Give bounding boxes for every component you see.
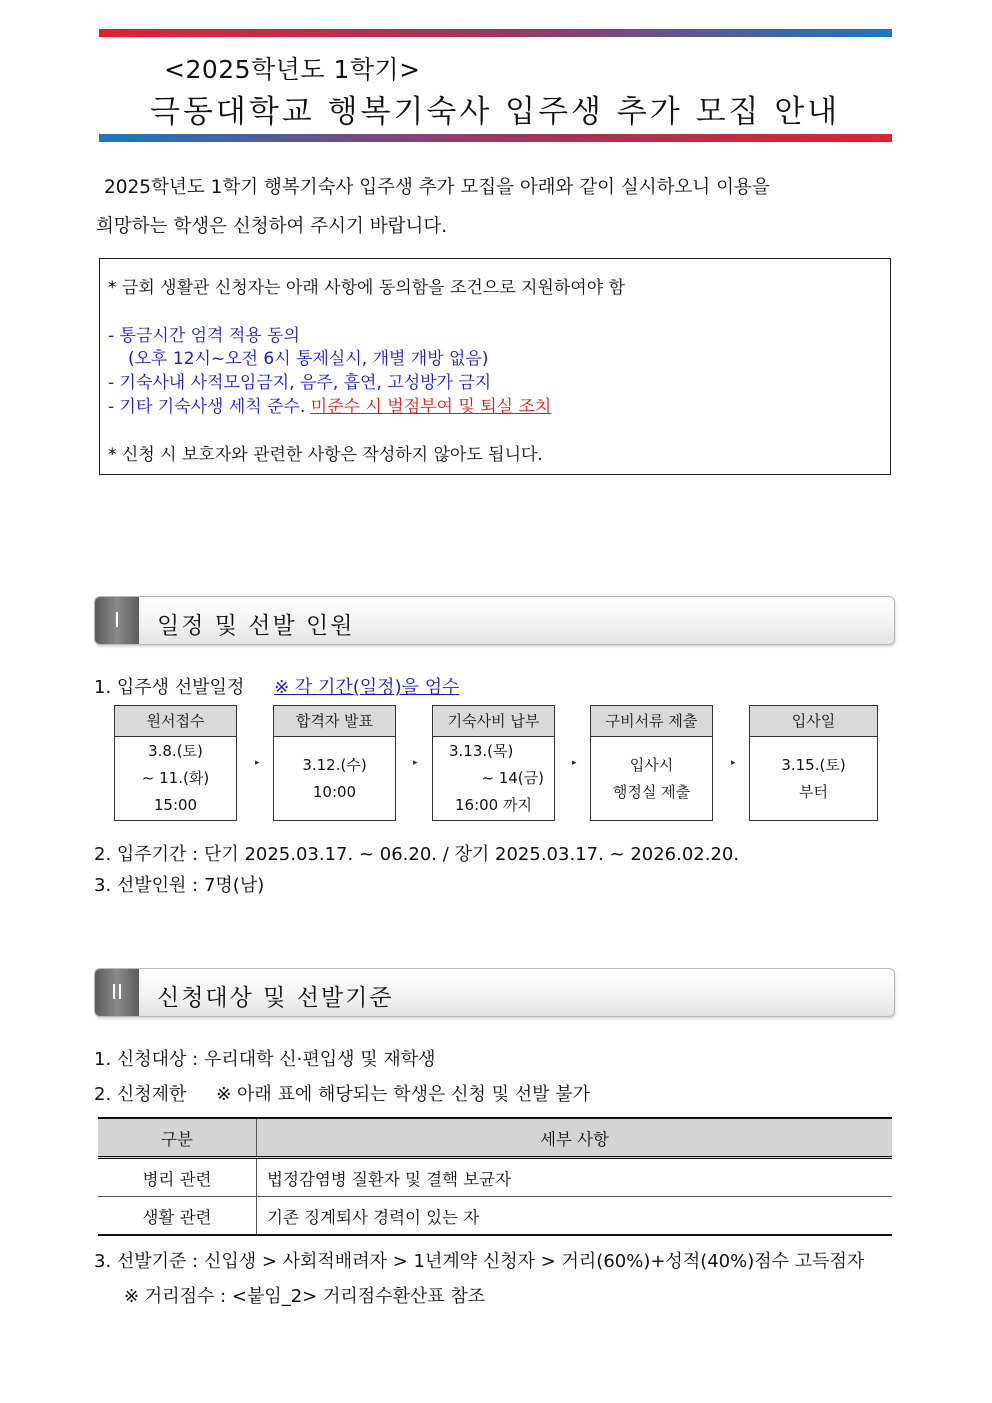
step-head: 원서접수 <box>114 705 237 737</box>
residence-period: 2. 입주기간 : 단기 2025.03.17. ~ 06.20. / 장기 2025.03.17. ~ 2026.02.20. <box>94 844 740 865</box>
step-head: 입사일 <box>749 705 878 737</box>
table-header-category: 구분 <box>98 1118 257 1158</box>
selection-quota: 3. 선발인원 : 7명(남) <box>94 875 265 896</box>
step-line: 3.15.(토) <box>781 755 846 774</box>
table-cell-details: 법정감염병 질환자 및 결핵 보균자 <box>257 1158 893 1197</box>
selection-criteria: 3. 선발기준 : 신입생 > 사회적배려자 > 1년계약 신청자 > 거리(60%)+성적(40%)점수 고득점자 <box>94 1251 865 1272</box>
arrow-icon: ▸ <box>731 758 736 768</box>
intro-line-2: 희망하는 학생은 신청하여 주시기 바랍니다. <box>96 216 448 237</box>
header-subtitle: <2025학년도 1학기> <box>164 55 421 84</box>
section-2-number: II <box>95 969 139 1016</box>
table-header-row <box>98 1118 892 1158</box>
notice-condition: * 금회 생활관 신청자는 아래 사항에 동의함을 조건으로 지원하여야 함 <box>108 278 625 298</box>
step-line: 10:00 <box>312 782 357 801</box>
restriction-table <box>98 1117 892 1236</box>
intro-line-1: 2025학년도 1학기 행복기숙사 입주생 추가 모집을 아래와 같이 실시하오니 이용을 <box>104 177 770 198</box>
restriction-label: 2. 신청제한 <box>94 1084 187 1105</box>
table-row <box>98 1197 892 1236</box>
step-line: 3.12.(수) <box>302 755 367 774</box>
header-top-bar <box>99 29 892 37</box>
restriction-note: ※ 아래 표에 해당되는 학생은 신청 및 선발 불가 <box>216 1084 591 1105</box>
schedule-note: ※ 각 기간(일정)을 엄수 <box>274 677 460 698</box>
step-line: 3.13.(목) <box>449 742 514 760</box>
step-line: 3.8.(토) <box>148 742 203 760</box>
notice-rules-text: - 기타 기숙사생 세칙 준수. <box>108 397 306 417</box>
notice-curfew: - 통금시간 엄격 적용 동의 <box>108 326 300 346</box>
section-2-title: 신청대상 및 선발기준 <box>157 985 394 1011</box>
table-cell-category: 병리 관련 <box>98 1158 257 1197</box>
arrow-icon: ▸ <box>572 758 577 768</box>
step-head: 합격자 발표 <box>273 705 396 737</box>
notice-penalty-warning: 미준수 시 벌점부여 및 퇴실 조치 <box>310 397 552 417</box>
table-cell-details: 기존 징계퇴사 경력이 있는 자 <box>257 1197 893 1236</box>
schedule-label: 1. 입주생 선발일정 <box>94 677 245 698</box>
step-head: 구비서류 제출 <box>590 705 713 737</box>
step-line: 16:00 까지 <box>455 796 532 814</box>
table-cell-category: 생활 관련 <box>98 1197 257 1236</box>
notice-box <box>99 258 891 475</box>
notice-curfew-detail: (오후 12시~오전 6시 통제실시, 개별 개방 없음) <box>128 349 489 369</box>
notice-prohibitions: - 기숙사내 사적모임금지, 음주, 흡연, 고성방가 금지 <box>108 373 492 393</box>
schedule-step-move-in <box>749 705 878 821</box>
notice-rules <box>108 392 551 417</box>
section-1-title: 일정 및 선발 인원 <box>157 613 355 639</box>
arrow-icon: ▸ <box>413 758 418 768</box>
step-line: 15:00 <box>153 796 198 814</box>
section-1-number: I <box>95 597 139 644</box>
schedule-step-documents <box>590 705 713 821</box>
header-bottom-bar <box>99 134 892 142</box>
step-line: 입사시 <box>629 755 674 774</box>
table-header-details: 세부 사항 <box>257 1118 893 1158</box>
step-line: ~ 11.(화) <box>141 769 210 787</box>
step-line: 부터 <box>799 782 828 801</box>
page-title: 극동대학교 행복기숙사 입주생 추가 모집 안내 <box>150 94 841 130</box>
eligibility: 1. 신청대상 : 우리대학 신·편입생 및 재학생 <box>94 1049 436 1070</box>
step-line: 행정실 제출 <box>612 782 691 801</box>
schedule-step-payment <box>432 705 555 821</box>
distance-score-note: ※ 거리점수 : <붙임_2> 거리점수환산표 참조 <box>124 1286 486 1307</box>
section-1-header <box>94 596 895 645</box>
table-row <box>98 1158 892 1197</box>
arrow-icon: ▸ <box>255 758 260 768</box>
section-2-header <box>94 968 895 1017</box>
step-line: ~ 14(금) <box>481 769 544 787</box>
schedule-step-announcement <box>273 705 396 821</box>
notice-guardian-info: * 신청 시 보호자와 관련한 사항은 작성하지 않아도 됩니다. <box>108 445 543 465</box>
step-head: 기숙사비 납부 <box>432 705 555 737</box>
schedule-heading <box>94 673 459 699</box>
schedule-step-application <box>114 705 237 821</box>
restriction-heading <box>94 1080 590 1106</box>
